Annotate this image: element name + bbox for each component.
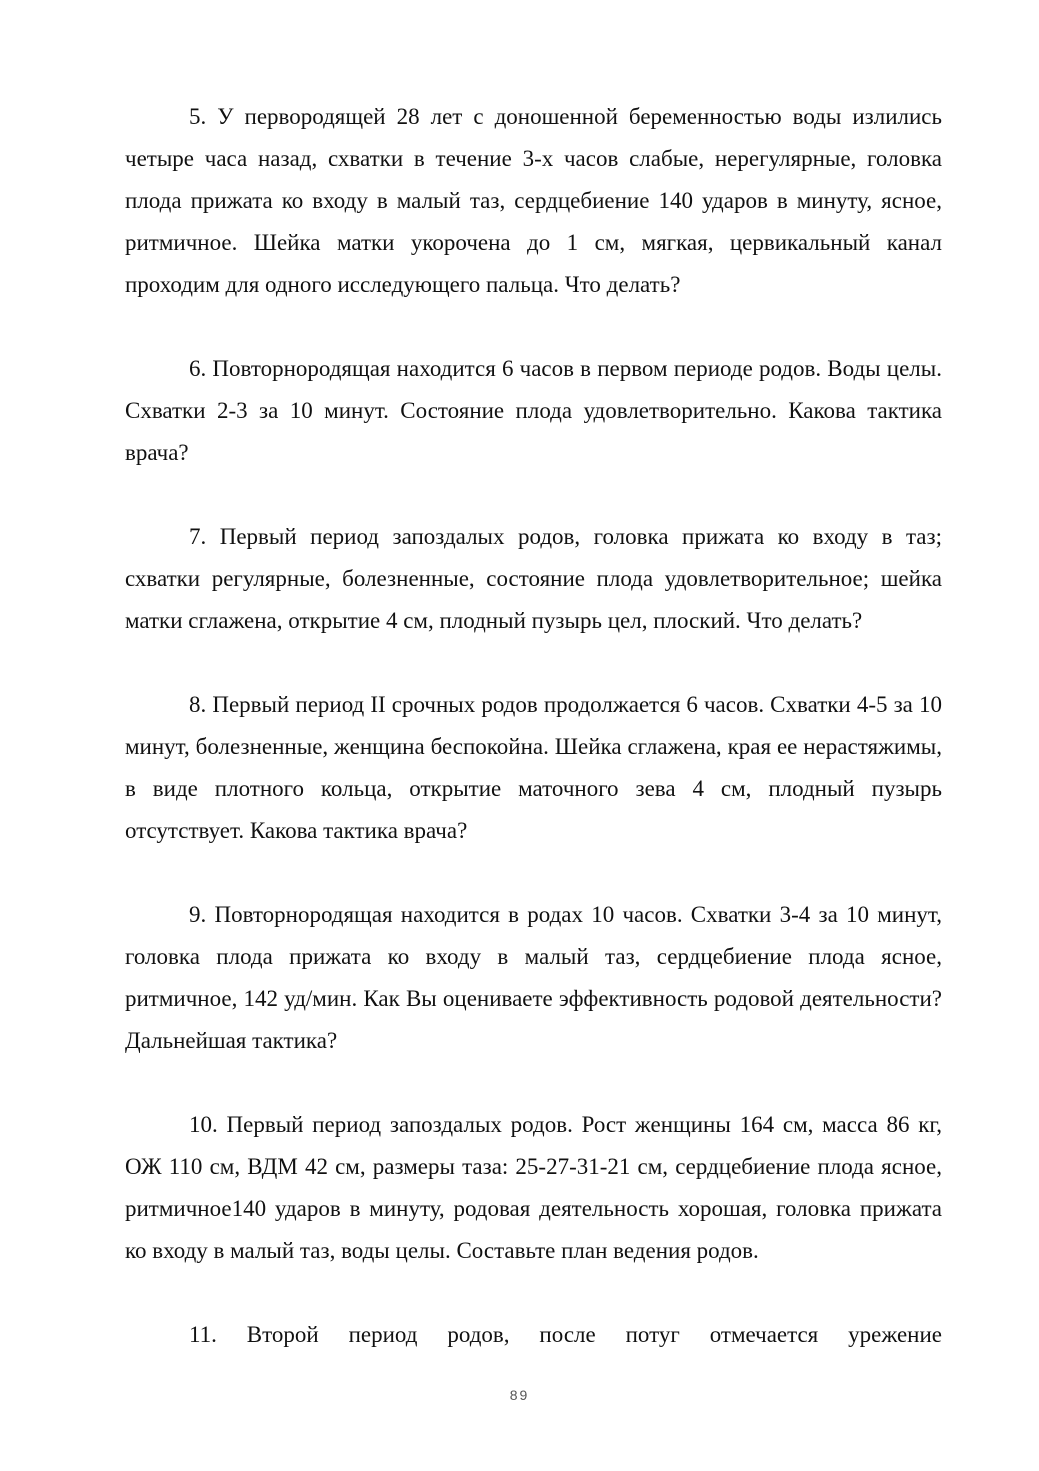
question-6: 6. Повторнородящая находится 6 часов в первом периоде родов. Воды целы. Схватки 2-3 за 10 минут. Состояние плода удовлетворительно. Какова тактика врача? <box>125 356 942 465</box>
document-body <box>125 96 942 1356</box>
question-10: 10. Первый период запоздалых родов. Рост женщины 164 см, масса 86 кг, ОЖ 110 см, ВДМ 42 см, размеры таза: 25-27-31-21 см, сердцебиение плода ясное, ритмичное140 ударов в минуту, родовая деятельность хорошая, головка прижата ко входу в малый таз, воды целы. Составьте план ведения родов. <box>125 1112 942 1263</box>
question-5: 5. У первородящей 28 лет с доношенной беременностью воды излились четыре часа назад, схватки в течение 3-х часов слабые, нерегулярные, головка плода прижата ко входу в малый таз, сердцебиение 140 ударов в минуту, ясное, ритмичное. Шейка матки укорочена до 1 см, мягкая, цервикальный канал проходим для одного исследующего пальца. Что делать? <box>125 104 942 297</box>
question-8: 8. Первый период II срочных родов продолжается 6 часов. Схватки 4-5 за 10 минут, болезненные, женщина беспокойна. Шейка сглажена, края ее нерастяжимы, в виде плотного кольца, открытие маточного зева 4 см, плодный пузырь отсутствует. Какова тактика врача? <box>125 692 942 843</box>
question-9: 9. Повторнородящая находится в родах 10 часов. Схватки 3-4 за 10 минут, головка плода прижата ко входу в малый таз, сердцебиение плода ясное, ритмичное, 142 уд/мин. Как Вы оцениваете эффективность родовой деятельности? Дальнейшая тактика? <box>125 902 942 1053</box>
page-number: 89 <box>509 1387 530 1403</box>
question-7: 7. Первый период запоздалых родов, головка прижата ко входу в таз; схватки регулярные, болезненные, состояние плода удовлетворительное; шейка матки сглажена, открытие 4 см, плодный пузырь цел, плоский. Что делать? <box>125 524 942 633</box>
question-11: 11. Второй период родов, после потуг отмечается урежение <box>189 1322 942 1347</box>
